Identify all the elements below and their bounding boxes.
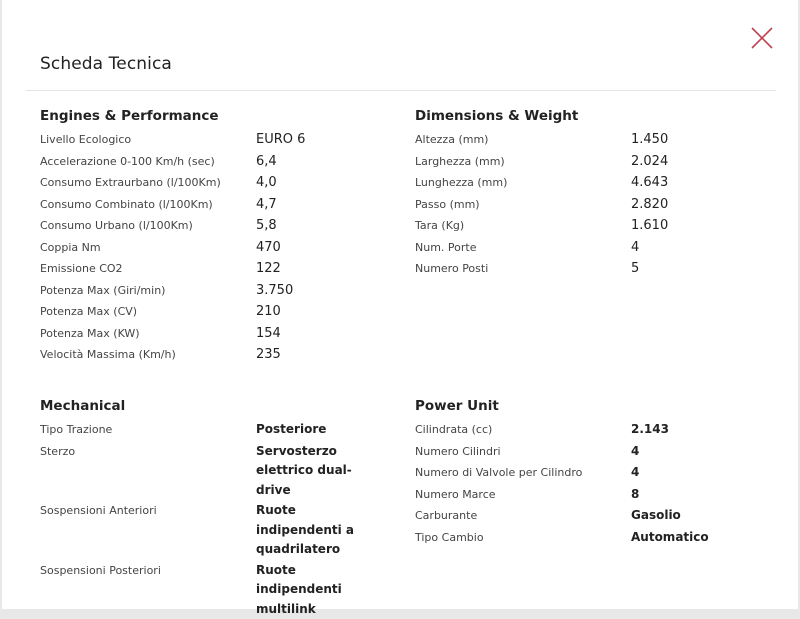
spec-value: 470: [256, 237, 281, 259]
spec-label: Numero di Valvole per Cilindro: [415, 462, 631, 484]
spec-row: [415, 419, 775, 441]
spec-value: 5: [631, 258, 639, 280]
section-engines-performance: [40, 105, 400, 366]
spec-label: Numero Cilindri: [415, 441, 631, 463]
spec-row: [415, 194, 775, 216]
spec-label: Passo (mm): [415, 194, 631, 216]
spec-value: Ruote indipendenti multilink: [256, 560, 376, 619]
spec-row: [415, 527, 775, 549]
spec-row: [415, 462, 775, 484]
spec-label: Numero Marce: [415, 484, 631, 506]
spec-row: [415, 129, 775, 151]
spec-value: Servosterzo elettrico dual-drive: [256, 441, 376, 501]
spec-label: Tipo Cambio: [415, 527, 631, 549]
spec-label: Sospensioni Anteriori: [40, 500, 256, 522]
spec-value: 5,8: [256, 215, 277, 237]
spec-label: Tipo Trazione: [40, 419, 256, 441]
spec-value: 8: [631, 484, 639, 505]
spec-label: Altezza (mm): [415, 129, 631, 151]
spec-row: [415, 258, 775, 280]
spec-row: [415, 215, 775, 237]
spec-row: [40, 500, 400, 560]
spec-value: 4: [631, 462, 639, 483]
spec-label: Potenza Max (CV): [40, 301, 256, 323]
spec-row: [40, 419, 400, 441]
spec-row: [40, 258, 400, 280]
spec-row: [40, 172, 400, 194]
section-heading: Mechanical: [40, 395, 400, 417]
spec-value: 235: [256, 344, 281, 366]
spec-value: 4.643: [631, 172, 668, 194]
spec-row: [40, 129, 400, 151]
spec-sheet-modal: [2, 0, 798, 609]
section-heading: Dimensions & Weight: [415, 105, 775, 127]
spec-row: [415, 237, 775, 259]
section-power-unit: [415, 395, 775, 548]
spec-row: [40, 323, 400, 345]
spec-label: Lunghezza (mm): [415, 172, 631, 194]
section-heading: Engines & Performance: [40, 105, 400, 127]
spec-label: Consumo Urbano (l/100Km): [40, 215, 256, 237]
spec-value: Automatico: [631, 527, 709, 548]
section-heading: Power Unit: [415, 395, 775, 417]
spec-label: Numero Posti: [415, 258, 631, 280]
spec-value: 4,0: [256, 172, 277, 194]
spec-value: 154: [256, 323, 281, 345]
section-mechanical: [40, 395, 400, 619]
spec-value: EURO 6: [256, 129, 305, 151]
close-button[interactable]: [749, 25, 775, 51]
spec-row: [415, 151, 775, 173]
spec-value: 1.450: [631, 129, 668, 151]
spec-label: Velocità Massima (Km/h): [40, 344, 256, 366]
spec-label: Emissione CO2: [40, 258, 256, 280]
spec-label: Sospensioni Posteriori: [40, 560, 256, 582]
spec-value: 4: [631, 237, 639, 259]
spec-row: [415, 505, 775, 527]
spec-label: Cilindrata (cc): [415, 419, 631, 441]
spec-value: 6,4: [256, 151, 277, 173]
spec-value: 210: [256, 301, 281, 323]
spec-row: [40, 194, 400, 216]
spec-label: Num. Porte: [415, 237, 631, 259]
spec-row: [40, 560, 400, 619]
spec-row: [40, 237, 400, 259]
spec-label: Potenza Max (Giri/min): [40, 280, 256, 302]
spec-value: 4,7: [256, 194, 277, 216]
spec-label: Consumo Extraurbano (l/100Km): [40, 172, 256, 194]
section-dimensions-weight: [415, 105, 775, 280]
spec-row: [40, 344, 400, 366]
spec-label: Tara (Kg): [415, 215, 631, 237]
spec-value: 1.610: [631, 215, 668, 237]
spec-row: [40, 441, 400, 501]
spec-value: 3.750: [256, 280, 293, 302]
spec-label: Livello Ecologico: [40, 129, 256, 151]
spec-label: Accelerazione 0-100 Km/h (sec): [40, 151, 256, 173]
spec-label: Potenza Max (KW): [40, 323, 256, 345]
spec-label: Larghezza (mm): [415, 151, 631, 173]
spec-value: Gasolio: [631, 505, 681, 526]
close-x-icon: [749, 25, 775, 51]
spec-label: Coppia Nm: [40, 237, 256, 259]
spec-row: [40, 215, 400, 237]
spec-value: Posteriore: [256, 419, 376, 440]
spec-row: [415, 441, 775, 463]
spec-row: [40, 151, 400, 173]
spec-row: [415, 172, 775, 194]
spec-value: Ruote indipendenti a quadrilatero: [256, 500, 376, 560]
spec-value: 4: [631, 441, 639, 462]
spec-row: [40, 280, 400, 302]
header-divider: [26, 90, 776, 91]
spec-value: 122: [256, 258, 281, 280]
spec-label: Carburante: [415, 505, 631, 527]
spec-value: 2.820: [631, 194, 668, 216]
spec-label: Sterzo: [40, 441, 256, 463]
modal-title: Scheda Tecnica: [40, 54, 172, 74]
spec-value: 2.143: [631, 419, 669, 440]
spec-label: Consumo Combinato (l/100Km): [40, 194, 256, 216]
spec-row: [40, 301, 400, 323]
spec-row: [415, 484, 775, 506]
spec-value: 2.024: [631, 151, 668, 173]
